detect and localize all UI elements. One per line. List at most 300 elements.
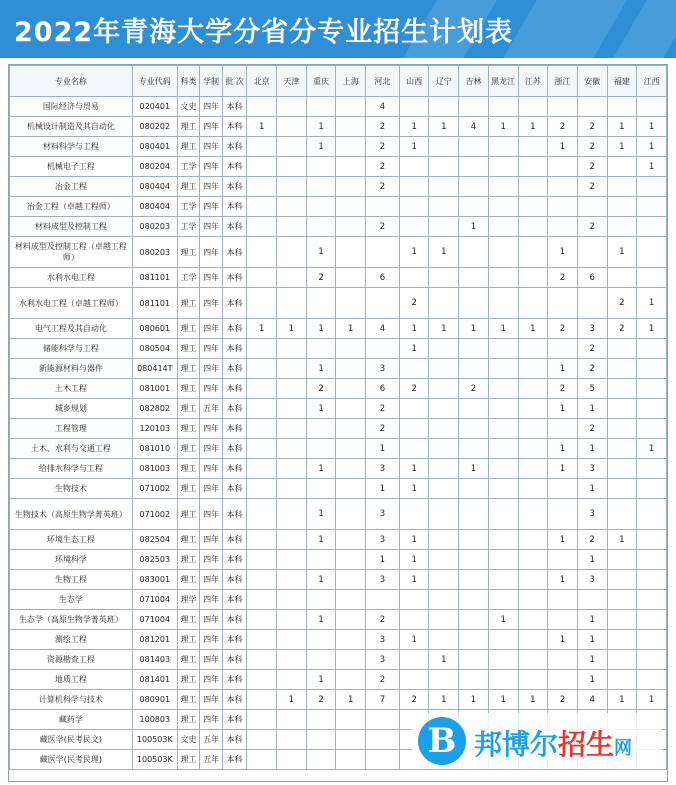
quota-cell: 1: [399, 137, 429, 157]
quota-cell: [577, 288, 607, 319]
quota-cell: [277, 550, 307, 570]
quota-cell: [488, 439, 518, 459]
quota-cell: 1: [459, 690, 489, 710]
quota-cell: [429, 399, 459, 419]
quota-cell: [607, 379, 637, 399]
quota-cell: [459, 197, 489, 217]
quota-cell: 5: [577, 379, 607, 399]
quota-cell: [548, 157, 578, 177]
quota-cell: [247, 670, 277, 690]
table-row: [10, 117, 667, 137]
quota-cell: [607, 97, 637, 117]
column-header: 吉林: [459, 66, 489, 97]
quota-cell: [429, 570, 459, 590]
column-header: 辽宁: [429, 66, 459, 97]
quota-cell: [336, 730, 366, 750]
quota-cell: 1: [306, 610, 336, 630]
quota-cell: 2: [548, 268, 578, 288]
quota-cell: [429, 268, 459, 288]
quota-cell: [518, 217, 548, 237]
category-cell: 理工: [177, 499, 200, 530]
quota-cell: [548, 339, 578, 359]
quota-cell: [607, 359, 637, 379]
major-name-cell: 储能科学与工程: [10, 339, 133, 359]
quota-cell: [637, 237, 667, 268]
quota-cell: [518, 590, 548, 610]
quota-cell: [637, 459, 667, 479]
quota-cell: [277, 570, 307, 590]
duration-cell: 四年: [200, 550, 223, 570]
quota-cell: [459, 97, 489, 117]
quota-cell: [306, 288, 336, 319]
quota-cell: [548, 650, 578, 670]
quota-cell: [518, 359, 548, 379]
quota-cell: [247, 459, 277, 479]
quota-cell: [488, 217, 518, 237]
quota-cell: [336, 530, 366, 550]
major-name-cell: 藏药学: [10, 710, 133, 730]
batch-cell: 本科: [222, 117, 247, 137]
banner-stripe: [503, 0, 626, 58]
major-code-cell: 081403: [132, 650, 177, 670]
quota-cell: [399, 399, 429, 419]
batch-cell: 本科: [222, 237, 247, 268]
quota-cell: 1: [399, 339, 429, 359]
batch-cell: 本科: [222, 439, 247, 459]
quota-cell: [366, 730, 400, 750]
category-cell: 理工: [177, 750, 200, 770]
quota-cell: [336, 97, 366, 117]
quota-cell: [247, 197, 277, 217]
major-code-cell: 080901: [132, 690, 177, 710]
quota-cell: 1: [306, 117, 336, 137]
category-cell: 理工: [177, 479, 200, 499]
quota-cell: 1: [306, 530, 336, 550]
quota-cell: 1: [488, 610, 518, 630]
major-name-cell: 生物工程: [10, 570, 133, 590]
quota-cell: [336, 339, 366, 359]
quota-cell: [306, 630, 336, 650]
column-header: 科类: [177, 66, 200, 97]
quota-cell: [306, 479, 336, 499]
table-row: [10, 137, 667, 157]
quota-cell: [336, 610, 366, 630]
major-code-cell: 080504: [132, 339, 177, 359]
quota-cell: [429, 379, 459, 399]
major-code-cell: 081201: [132, 630, 177, 650]
quota-cell: [247, 268, 277, 288]
batch-cell: 本科: [222, 97, 247, 117]
major-code-cell: 082503: [132, 550, 177, 570]
quota-cell: [607, 459, 637, 479]
quota-cell: [306, 439, 336, 459]
quota-cell: [607, 339, 637, 359]
quota-cell: [637, 97, 667, 117]
quota-cell: 1: [399, 630, 429, 650]
batch-cell: 本科: [222, 530, 247, 550]
table-row: [10, 268, 667, 288]
quota-cell: 1: [488, 319, 518, 339]
quota-cell: [637, 217, 667, 237]
quota-cell: 2: [548, 379, 578, 399]
quota-cell: 1: [488, 690, 518, 710]
quota-cell: [548, 590, 578, 610]
batch-cell: 本科: [222, 177, 247, 197]
quota-cell: [518, 570, 548, 590]
quota-cell: [548, 479, 578, 499]
batch-cell: 本科: [222, 690, 247, 710]
category-cell: 理工: [177, 610, 200, 630]
quota-cell: [518, 177, 548, 197]
quota-cell: 2: [548, 690, 578, 710]
column-header: 北京: [247, 66, 277, 97]
quota-cell: [336, 630, 366, 650]
quota-cell: 1: [247, 117, 277, 137]
major-name-cell: 环境科学: [10, 550, 133, 570]
quota-cell: [459, 157, 489, 177]
major-code-cell: 080601: [132, 319, 177, 339]
major-name-cell: 材料成型及控制工程: [10, 217, 133, 237]
batch-cell: 本科: [222, 499, 247, 530]
quota-cell: 1: [637, 319, 667, 339]
table-row: [10, 459, 667, 479]
quota-cell: [336, 590, 366, 610]
category-cell: 工学: [177, 217, 200, 237]
quota-cell: 1: [399, 319, 429, 339]
quota-cell: [488, 459, 518, 479]
quota-cell: [336, 670, 366, 690]
category-cell: 理工: [177, 530, 200, 550]
batch-cell: 本科: [222, 339, 247, 359]
quota-cell: [459, 288, 489, 319]
quota-cell: [488, 137, 518, 157]
quota-cell: 1: [277, 690, 307, 710]
quota-cell: 1: [366, 479, 400, 499]
batch-cell: 本科: [222, 399, 247, 419]
quota-cell: [366, 750, 400, 770]
batch-cell: 本科: [222, 710, 247, 730]
quota-cell: [548, 670, 578, 690]
major-name-cell: 生态学: [10, 590, 133, 610]
quota-cell: [277, 439, 307, 459]
quota-cell: 1: [518, 319, 548, 339]
major-code-cell: 081010: [132, 439, 177, 459]
batch-cell: 本科: [222, 670, 247, 690]
quota-cell: [366, 590, 400, 610]
quota-cell: 4: [577, 690, 607, 710]
quota-cell: [607, 499, 637, 530]
quota-cell: [637, 339, 667, 359]
quota-cell: 1: [548, 237, 578, 268]
quota-cell: 1: [548, 137, 578, 157]
quota-cell: [306, 177, 336, 197]
quota-cell: [607, 570, 637, 590]
quota-cell: [399, 650, 429, 670]
duration-cell: 五年: [200, 750, 223, 770]
major-name-cell: 水利水电工程（卓越工程师）: [10, 288, 133, 319]
quota-cell: [518, 499, 548, 530]
table-row: [10, 419, 667, 439]
quota-cell: [399, 157, 429, 177]
quota-cell: [459, 670, 489, 690]
quota-cell: [247, 217, 277, 237]
title-banner: [0, 0, 676, 58]
quota-cell: [488, 197, 518, 217]
batch-cell: 本科: [222, 137, 247, 157]
category-cell: 理工: [177, 177, 200, 197]
quota-cell: 3: [577, 319, 607, 339]
category-cell: 工学: [177, 197, 200, 217]
major-name-cell: 土木工程: [10, 379, 133, 399]
quota-cell: 4: [459, 117, 489, 137]
column-header: 天津: [277, 66, 307, 97]
quota-cell: [429, 670, 459, 690]
column-header: 专业名称: [10, 66, 133, 97]
quota-cell: [336, 288, 366, 319]
quota-cell: [488, 359, 518, 379]
quota-cell: 2: [577, 157, 607, 177]
column-header: 江西: [637, 66, 667, 97]
quota-cell: [637, 590, 667, 610]
quota-cell: [247, 550, 277, 570]
quota-cell: [336, 217, 366, 237]
quota-cell: [518, 439, 548, 459]
quota-cell: 1: [366, 550, 400, 570]
major-code-cell: 083001: [132, 570, 177, 590]
quota-cell: [336, 419, 366, 439]
quota-cell: [429, 530, 459, 550]
quota-cell: [247, 157, 277, 177]
table-row: [10, 610, 667, 630]
quota-cell: [336, 157, 366, 177]
quota-cell: 1: [637, 439, 667, 459]
quota-cell: [548, 288, 578, 319]
major-code-cell: 080404: [132, 177, 177, 197]
batch-cell: 本科: [222, 459, 247, 479]
quota-cell: 3: [577, 459, 607, 479]
banner-stripe: [613, 0, 676, 58]
quota-cell: 1: [548, 399, 578, 419]
quota-cell: 2: [399, 690, 429, 710]
duration-cell: 四年: [200, 499, 223, 530]
quota-cell: 1: [607, 690, 637, 710]
quota-cell: [429, 359, 459, 379]
quota-cell: [277, 268, 307, 288]
table-row: [10, 237, 667, 268]
quota-cell: 2: [577, 117, 607, 137]
quota-cell: [637, 530, 667, 550]
quota-cell: [429, 157, 459, 177]
quota-cell: [306, 750, 336, 770]
quota-cell: 1: [399, 479, 429, 499]
quota-cell: [247, 690, 277, 710]
quota-cell: [277, 379, 307, 399]
major-name-cell: 电气工程及其自动化: [10, 319, 133, 339]
quota-cell: [637, 479, 667, 499]
quota-cell: [518, 157, 548, 177]
major-code-cell: 080203: [132, 217, 177, 237]
brand-logo-icon: B: [418, 717, 466, 765]
category-cell: 理工: [177, 570, 200, 590]
duration-cell: 四年: [200, 197, 223, 217]
quota-cell: [277, 650, 307, 670]
major-code-cell: 080401: [132, 137, 177, 157]
quota-cell: [277, 237, 307, 268]
quota-cell: [247, 237, 277, 268]
quota-cell: [336, 479, 366, 499]
quota-cell: 2: [607, 319, 637, 339]
quota-cell: [429, 177, 459, 197]
quota-cell: [277, 177, 307, 197]
quota-cell: [607, 177, 637, 197]
quota-cell: [336, 710, 366, 730]
quota-cell: 2: [399, 288, 429, 319]
quota-cell: 1: [247, 319, 277, 339]
quota-cell: 1: [518, 690, 548, 710]
quota-cell: [366, 197, 400, 217]
quota-cell: [637, 379, 667, 399]
quota-cell: 2: [577, 339, 607, 359]
quota-cell: [247, 399, 277, 419]
major-name-cell: 冶金工程: [10, 177, 133, 197]
quota-cell: 1: [306, 237, 336, 268]
quota-cell: 1: [607, 530, 637, 550]
quota-cell: [306, 650, 336, 670]
quota-cell: 2: [548, 117, 578, 137]
table-row: [10, 217, 667, 237]
quota-cell: [607, 670, 637, 690]
quota-cell: [607, 268, 637, 288]
duration-cell: 四年: [200, 590, 223, 610]
quota-cell: [429, 459, 459, 479]
quota-cell: 3: [366, 630, 400, 650]
major-name-cell: 计算机科学与技术: [10, 690, 133, 710]
quota-cell: 2: [577, 359, 607, 379]
quota-cell: 1: [607, 237, 637, 268]
quota-cell: [637, 650, 667, 670]
quota-cell: [488, 550, 518, 570]
quota-cell: 1: [306, 570, 336, 590]
quota-cell: [488, 570, 518, 590]
column-header: 专业代码: [132, 66, 177, 97]
category-cell: 理学: [177, 590, 200, 610]
table-row: [10, 570, 667, 590]
quota-cell: 2: [577, 530, 607, 550]
major-code-cell: 020401: [132, 97, 177, 117]
quota-cell: [277, 499, 307, 530]
major-code-cell: 071002: [132, 499, 177, 530]
major-name-cell: 藏医学(民考民理): [10, 750, 133, 770]
major-name-cell: 地质工程: [10, 670, 133, 690]
quota-cell: [488, 237, 518, 268]
quota-cell: [336, 379, 366, 399]
major-name-cell: 国际经济与贸易: [10, 97, 133, 117]
table-header-row: [10, 66, 667, 97]
quota-cell: [607, 630, 637, 650]
duration-cell: 四年: [200, 237, 223, 268]
quota-cell: [277, 630, 307, 650]
quota-cell: 2: [548, 319, 578, 339]
batch-cell: 本科: [222, 650, 247, 670]
quota-cell: [277, 288, 307, 319]
quota-cell: 1: [306, 499, 336, 530]
quota-cell: [336, 117, 366, 137]
quota-cell: 3: [577, 499, 607, 530]
quota-cell: [429, 610, 459, 630]
quota-cell: [518, 650, 548, 670]
quota-cell: 2: [577, 137, 607, 157]
quota-cell: [459, 399, 489, 419]
quota-cell: [336, 750, 366, 770]
table-row: [10, 319, 667, 339]
table-row: [10, 670, 667, 690]
category-cell: 理工: [177, 319, 200, 339]
batch-cell: 本科: [222, 268, 247, 288]
quota-cell: [247, 570, 277, 590]
quota-cell: [459, 268, 489, 288]
column-header: 上海: [336, 66, 366, 97]
quota-cell: 1: [637, 117, 667, 137]
category-cell: 理工: [177, 550, 200, 570]
category-cell: 文史: [177, 97, 200, 117]
quota-cell: 1: [399, 550, 429, 570]
quota-cell: 2: [366, 217, 400, 237]
quota-cell: 2: [366, 117, 400, 137]
major-code-cell: 081101: [132, 268, 177, 288]
quota-cell: 1: [336, 690, 366, 710]
quota-cell: [247, 730, 277, 750]
site-watermark: [412, 713, 662, 769]
quota-cell: 4: [366, 97, 400, 117]
quota-cell: 1: [548, 359, 578, 379]
quota-cell: 6: [366, 379, 400, 399]
quota-cell: [518, 339, 548, 359]
quota-cell: [429, 97, 459, 117]
quota-cell: [637, 419, 667, 439]
quota-cell: [637, 359, 667, 379]
quota-cell: [518, 419, 548, 439]
quota-cell: [399, 359, 429, 379]
quota-cell: 1: [548, 570, 578, 590]
quota-cell: [277, 670, 307, 690]
quota-cell: [459, 610, 489, 630]
quota-cell: [637, 570, 667, 590]
quota-cell: [518, 610, 548, 630]
batch-cell: 本科: [222, 630, 247, 650]
major-name-cell: 材料科学与工程: [10, 137, 133, 157]
quota-cell: [518, 399, 548, 419]
quota-cell: [306, 419, 336, 439]
quota-cell: [336, 550, 366, 570]
quota-cell: 1: [429, 237, 459, 268]
quota-cell: [247, 339, 277, 359]
quota-cell: 1: [429, 690, 459, 710]
table-row: [10, 650, 667, 670]
quota-cell: [336, 268, 366, 288]
batch-cell: 本科: [222, 610, 247, 630]
quota-cell: [247, 137, 277, 157]
major-code-cell: 071002: [132, 479, 177, 499]
quota-cell: 1: [577, 550, 607, 570]
quota-cell: [459, 439, 489, 459]
quota-cell: [518, 670, 548, 690]
major-name-cell: 给排水科学与工程: [10, 459, 133, 479]
quota-cell: [518, 479, 548, 499]
enrollment-table-container: [8, 64, 668, 782]
quota-cell: [247, 630, 277, 650]
quota-cell: [247, 379, 277, 399]
quota-cell: [429, 479, 459, 499]
